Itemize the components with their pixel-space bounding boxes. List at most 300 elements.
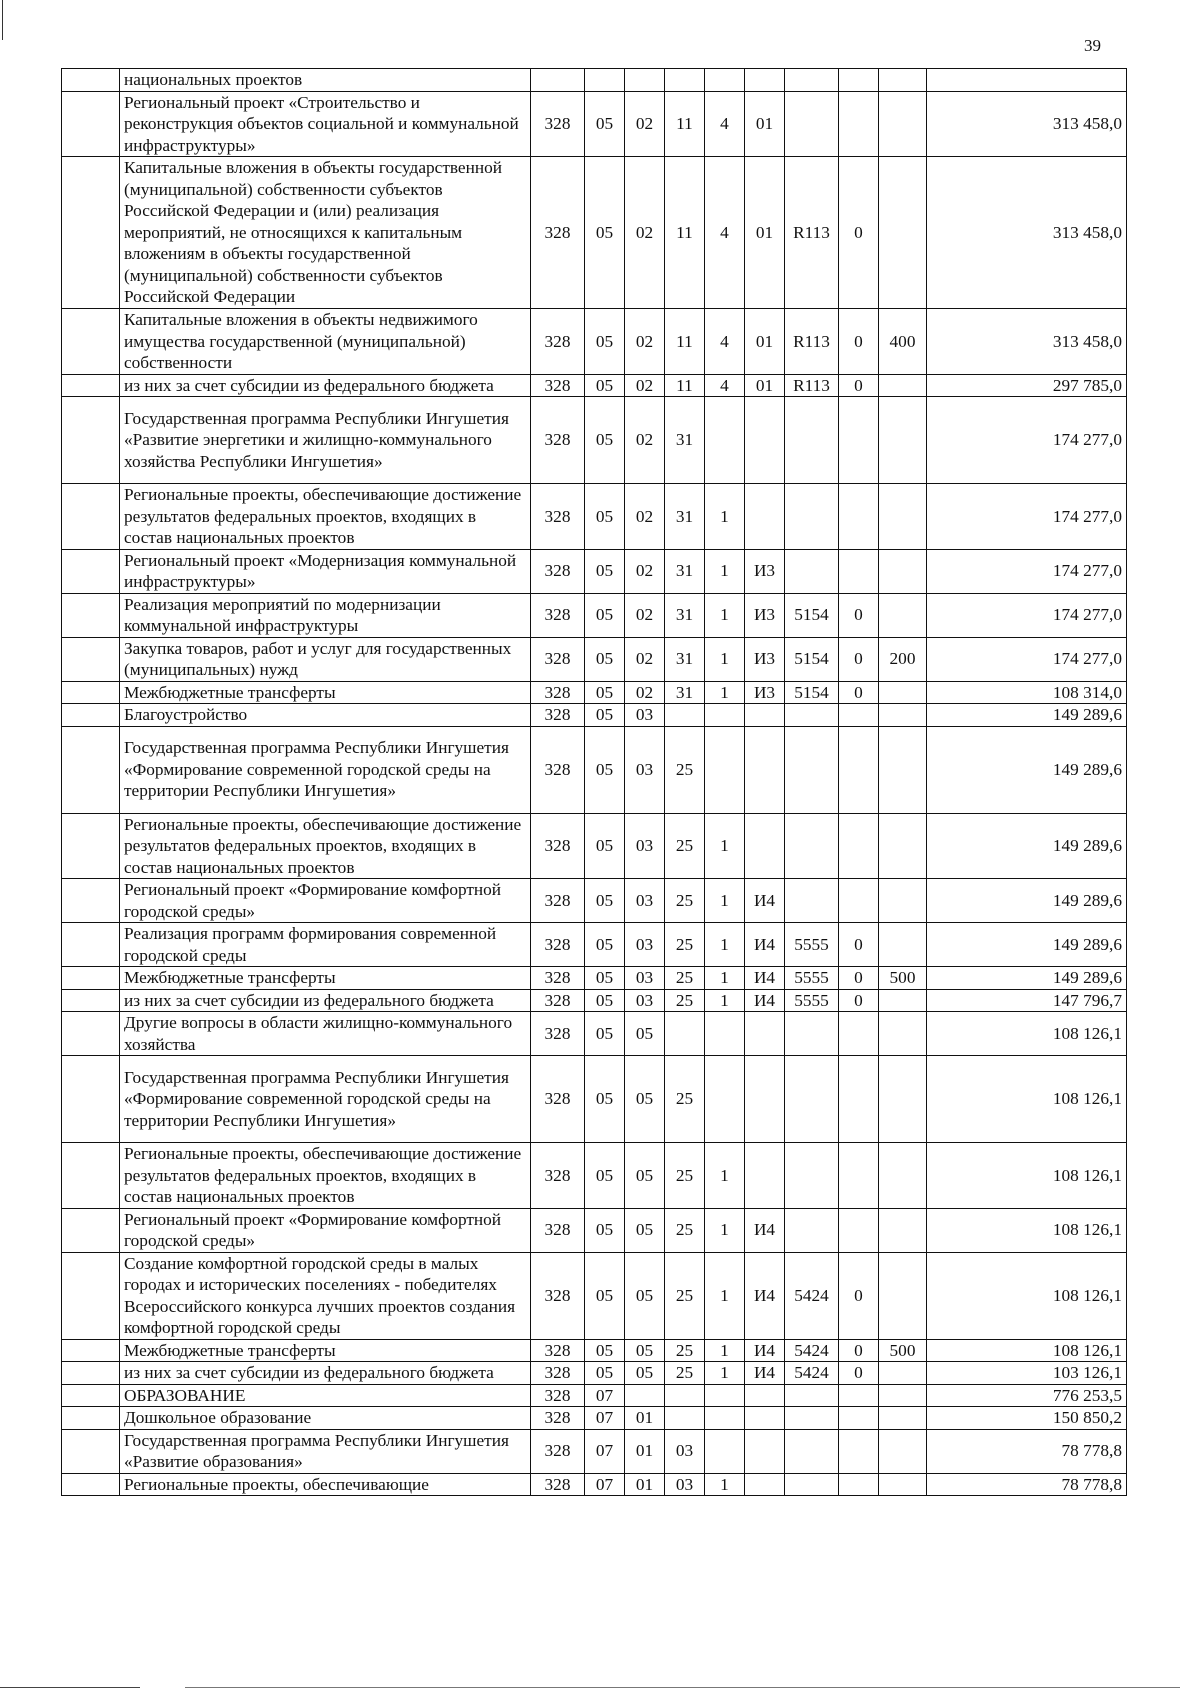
- amount: 78 778,8: [927, 1473, 1127, 1496]
- project-code: [745, 1407, 785, 1430]
- table-row: [62, 879, 1127, 923]
- table-row: [62, 1429, 1127, 1473]
- amount: 78 778,8: [927, 1429, 1127, 1473]
- section-code: 05: [585, 91, 625, 157]
- item-name: Региональные проекты, обеспечивающие: [120, 1473, 531, 1496]
- sub-code: 0: [839, 681, 879, 704]
- grbs-code: 328: [531, 374, 585, 397]
- sub-code: [839, 1208, 879, 1252]
- row-margin-cell: [62, 1384, 120, 1407]
- item-name: Региональный проект «Модернизация коммунальной инфраструктуры»: [120, 549, 531, 593]
- subsection-code: 03: [625, 726, 665, 813]
- grbs-code: 328: [531, 1473, 585, 1496]
- program-code: 31: [665, 549, 705, 593]
- program-code: 25: [665, 967, 705, 990]
- grbs-code: [531, 69, 585, 92]
- direction-code: R113: [785, 374, 839, 397]
- program-code: 31: [665, 484, 705, 550]
- table-row: [62, 637, 1127, 681]
- program-code: 03: [665, 1429, 705, 1473]
- expense-type-code: 500: [879, 1339, 927, 1362]
- table-row: [62, 593, 1127, 637]
- program-type-code: 4: [705, 374, 745, 397]
- program-type-code: [705, 1056, 745, 1143]
- direction-code: [785, 879, 839, 923]
- program-type-code: 4: [705, 309, 745, 375]
- subsection-code: 03: [625, 967, 665, 990]
- program-code: 25: [665, 879, 705, 923]
- subsection-code: 03: [625, 923, 665, 967]
- amount: 174 277,0: [927, 549, 1127, 593]
- budget-table: [61, 68, 1127, 1496]
- program-type-code: [705, 1429, 745, 1473]
- expense-type-code: [879, 923, 927, 967]
- sub-code: [839, 879, 879, 923]
- grbs-code: 328: [531, 923, 585, 967]
- item-name: Государственная программа Республики Ингушетия «Формирование современной городской среды на территории Республики Ингушетия»: [120, 726, 531, 813]
- table-row: [62, 157, 1127, 309]
- direction-code: 5555: [785, 923, 839, 967]
- grbs-code: 328: [531, 989, 585, 1012]
- item-name: ОБРАЗОВАНИЕ: [120, 1384, 531, 1407]
- project-code: [745, 397, 785, 484]
- sub-code: 0: [839, 637, 879, 681]
- program-type-code: 4: [705, 91, 745, 157]
- program-type-code: [705, 1384, 745, 1407]
- program-type-code: [705, 397, 745, 484]
- subsection-code: 01: [625, 1407, 665, 1430]
- sub-code: 0: [839, 593, 879, 637]
- item-name: из них за счет субсидии из федерального бюджета: [120, 989, 531, 1012]
- item-name: Региональный проект «Формирование комфортной городской среды»: [120, 879, 531, 923]
- sub-code: [839, 813, 879, 879]
- amount: 108 126,1: [927, 1143, 1127, 1209]
- program-type-code: 1: [705, 989, 745, 1012]
- amount: 313 458,0: [927, 309, 1127, 375]
- project-code: И4: [745, 1252, 785, 1339]
- row-margin-cell: [62, 1339, 120, 1362]
- table-row: [62, 1143, 1127, 1209]
- table-row: [62, 704, 1127, 727]
- section-code: 05: [585, 484, 625, 550]
- direction-code: [785, 1056, 839, 1143]
- table-row: [62, 813, 1127, 879]
- project-code: И3: [745, 681, 785, 704]
- grbs-code: 328: [531, 681, 585, 704]
- subsection-code: 05: [625, 1252, 665, 1339]
- item-name: Региональный проект «Формирование комфортной городской среды»: [120, 1208, 531, 1252]
- expense-type-code: [879, 593, 927, 637]
- subsection-code: 05: [625, 1208, 665, 1252]
- subsection-code: 02: [625, 484, 665, 550]
- row-margin-cell: [62, 923, 120, 967]
- expense-type-code: [879, 374, 927, 397]
- program-type-code: 1: [705, 549, 745, 593]
- section-code: 05: [585, 1012, 625, 1056]
- expense-type-code: [879, 1362, 927, 1385]
- amount: 297 785,0: [927, 374, 1127, 397]
- project-code: И3: [745, 593, 785, 637]
- grbs-code: 328: [531, 704, 585, 727]
- sub-code: [839, 1473, 879, 1496]
- subsection-code: [625, 1384, 665, 1407]
- project-code: [745, 69, 785, 92]
- program-code: 11: [665, 91, 705, 157]
- sub-code: [839, 704, 879, 727]
- expense-type-code: [879, 1252, 927, 1339]
- expense-type-code: [879, 1056, 927, 1143]
- row-margin-cell: [62, 1362, 120, 1385]
- amount: 149 289,6: [927, 704, 1127, 727]
- sub-code: 0: [839, 989, 879, 1012]
- sub-code: [839, 1012, 879, 1056]
- program-type-code: [705, 1407, 745, 1430]
- section-code: 05: [585, 989, 625, 1012]
- grbs-code: 328: [531, 967, 585, 990]
- grbs-code: 328: [531, 157, 585, 309]
- amount: [927, 69, 1127, 92]
- subsection-code: 02: [625, 91, 665, 157]
- amount: 174 277,0: [927, 593, 1127, 637]
- item-name: Закупка товаров, работ и услуг для государственных (муниципальных) нужд: [120, 637, 531, 681]
- sub-code: 0: [839, 1362, 879, 1385]
- grbs-code: 328: [531, 1208, 585, 1252]
- section-code: 07: [585, 1384, 625, 1407]
- program-type-code: 1: [705, 681, 745, 704]
- subsection-code: 01: [625, 1473, 665, 1496]
- sub-code: [839, 91, 879, 157]
- section-code: 05: [585, 923, 625, 967]
- grbs-code: 328: [531, 1429, 585, 1473]
- section-code: 05: [585, 1208, 625, 1252]
- item-name: Реализация мероприятий по модернизации коммунальной инфраструктуры: [120, 593, 531, 637]
- project-code: [745, 726, 785, 813]
- program-code: [665, 1384, 705, 1407]
- sub-code: [839, 1407, 879, 1430]
- project-code: И4: [745, 1339, 785, 1362]
- row-margin-cell: [62, 637, 120, 681]
- program-code: 25: [665, 1143, 705, 1209]
- amount: 108 126,1: [927, 1056, 1127, 1143]
- project-code: [745, 1473, 785, 1496]
- subsection-code: 02: [625, 549, 665, 593]
- table-row: [62, 1362, 1127, 1385]
- amount: 108 126,1: [927, 1252, 1127, 1339]
- section-code: 05: [585, 967, 625, 990]
- page-number: 39: [1084, 36, 1101, 55]
- subsection-code: [625, 69, 665, 92]
- table-row: [62, 549, 1127, 593]
- row-margin-cell: [62, 157, 120, 309]
- direction-code: 5424: [785, 1339, 839, 1362]
- item-name: Региональные проекты, обеспечивающие достижение результатов федеральных проектов, входящих в состав национальных проектов: [120, 813, 531, 879]
- program-type-code: 1: [705, 879, 745, 923]
- program-type-code: 1: [705, 1143, 745, 1209]
- row-margin-cell: [62, 69, 120, 92]
- program-type-code: [705, 1012, 745, 1056]
- sub-code: [839, 69, 879, 92]
- direction-code: 5154: [785, 681, 839, 704]
- direction-code: 5555: [785, 989, 839, 1012]
- section-code: 05: [585, 1143, 625, 1209]
- direction-code: 5424: [785, 1362, 839, 1385]
- row-margin-cell: [62, 1429, 120, 1473]
- section-code: 05: [585, 637, 625, 681]
- program-code: 11: [665, 374, 705, 397]
- grbs-code: 328: [531, 879, 585, 923]
- project-code: [745, 1012, 785, 1056]
- table-row: [62, 681, 1127, 704]
- program-code: 25: [665, 1208, 705, 1252]
- program-type-code: 1: [705, 637, 745, 681]
- program-type-code: 1: [705, 1362, 745, 1385]
- table-row: [62, 726, 1127, 813]
- table-row: [62, 484, 1127, 550]
- direction-code: [785, 1429, 839, 1473]
- direction-code: [785, 1407, 839, 1430]
- item-name: Межбюджетные трансферты: [120, 1339, 531, 1362]
- expense-type-code: [879, 989, 927, 1012]
- sub-code: [839, 1384, 879, 1407]
- sub-code: 0: [839, 923, 879, 967]
- row-margin-cell: [62, 1407, 120, 1430]
- grbs-code: 328: [531, 1056, 585, 1143]
- row-margin-cell: [62, 967, 120, 990]
- amount: 313 458,0: [927, 157, 1127, 309]
- row-margin-cell: [62, 1056, 120, 1143]
- section-code: 07: [585, 1407, 625, 1430]
- grbs-code: 328: [531, 1339, 585, 1362]
- section-code: 05: [585, 593, 625, 637]
- direction-code: [785, 397, 839, 484]
- direction-code: 5154: [785, 593, 839, 637]
- sub-code: 0: [839, 374, 879, 397]
- expense-type-code: [879, 1012, 927, 1056]
- program-code: 25: [665, 923, 705, 967]
- section-code: 05: [585, 1339, 625, 1362]
- section-code: 05: [585, 157, 625, 309]
- subsection-code: 05: [625, 1339, 665, 1362]
- direction-code: [785, 813, 839, 879]
- expense-type-code: [879, 813, 927, 879]
- sub-code: 0: [839, 309, 879, 375]
- direction-code: [785, 726, 839, 813]
- grbs-code: 328: [531, 309, 585, 375]
- program-code: 31: [665, 593, 705, 637]
- program-code: 25: [665, 726, 705, 813]
- table-row: [62, 309, 1127, 375]
- table-row: [62, 1208, 1127, 1252]
- row-margin-cell: [62, 484, 120, 550]
- subsection-code: 05: [625, 1143, 665, 1209]
- section-code: 05: [585, 1362, 625, 1385]
- expense-type-code: [879, 1208, 927, 1252]
- row-margin-cell: [62, 1012, 120, 1056]
- program-code: [665, 1407, 705, 1430]
- amount: 150 850,2: [927, 1407, 1127, 1430]
- section-code: 07: [585, 1429, 625, 1473]
- subsection-code: 03: [625, 704, 665, 727]
- subsection-code: 05: [625, 1012, 665, 1056]
- project-code: И4: [745, 1362, 785, 1385]
- row-margin-cell: [62, 726, 120, 813]
- item-name: Региональные проекты, обеспечивающие достижение результатов федеральных проектов, входящих в состав национальных проектов: [120, 1143, 531, 1209]
- section-code: [585, 69, 625, 92]
- expense-type-code: [879, 1473, 927, 1496]
- expense-type-code: [879, 69, 927, 92]
- row-margin-cell: [62, 681, 120, 704]
- item-name: Государственная программа Республики Ингушетия «Развитие энергетики и жилищно-коммунального хозяйства Республики Ингушетия»: [120, 397, 531, 484]
- program-type-code: 1: [705, 967, 745, 990]
- item-name: Другие вопросы в области жилищно-коммунального хозяйства: [120, 1012, 531, 1056]
- table-row: [62, 1473, 1127, 1496]
- expense-type-code: [879, 91, 927, 157]
- project-code: 01: [745, 91, 785, 157]
- project-code: [745, 1056, 785, 1143]
- item-name: национальных проектов: [120, 69, 531, 92]
- subsection-code: 02: [625, 374, 665, 397]
- row-margin-cell: [62, 309, 120, 375]
- row-margin-cell: [62, 813, 120, 879]
- project-code: [745, 1143, 785, 1209]
- section-code: 05: [585, 813, 625, 879]
- program-code: 31: [665, 397, 705, 484]
- program-code: 11: [665, 309, 705, 375]
- program-code: [665, 1012, 705, 1056]
- direction-code: [785, 1012, 839, 1056]
- program-type-code: 1: [705, 484, 745, 550]
- subsection-code: 02: [625, 681, 665, 704]
- subsection-code: 03: [625, 989, 665, 1012]
- expense-type-code: 400: [879, 309, 927, 375]
- direction-code: 5555: [785, 967, 839, 990]
- item-name: Государственная программа Республики Ингушетия «Формирование современной городской среды на территории Республики Ингушетия»: [120, 1056, 531, 1143]
- subsection-code: 02: [625, 309, 665, 375]
- program-type-code: 1: [705, 1208, 745, 1252]
- expense-type-code: [879, 1143, 927, 1209]
- section-code: 05: [585, 879, 625, 923]
- sub-code: 0: [839, 967, 879, 990]
- section-code: 05: [585, 374, 625, 397]
- row-margin-cell: [62, 1252, 120, 1339]
- sub-code: [839, 549, 879, 593]
- program-type-code: 4: [705, 157, 745, 309]
- table-row: [62, 69, 1127, 92]
- program-code: 25: [665, 1252, 705, 1339]
- row-margin-cell: [62, 549, 120, 593]
- item-name: Создание комфортной городской среды в малых городах и исторических поселениях - победителях Всероссийского конкурса лучших проектов создания комфортной городской среды: [120, 1252, 531, 1339]
- direction-code: [785, 1473, 839, 1496]
- row-margin-cell: [62, 879, 120, 923]
- direction-code: [785, 704, 839, 727]
- expense-type-code: [879, 549, 927, 593]
- program-type-code: [705, 726, 745, 813]
- program-type-code: [705, 69, 745, 92]
- section-code: 05: [585, 549, 625, 593]
- subsection-code: 02: [625, 397, 665, 484]
- grbs-code: 328: [531, 549, 585, 593]
- expense-type-code: [879, 704, 927, 727]
- item-name: Капитальные вложения в объекты недвижимого имущества государственной (муниципальной) собственности: [120, 309, 531, 375]
- grbs-code: 328: [531, 593, 585, 637]
- amount: 313 458,0: [927, 91, 1127, 157]
- project-code: [745, 1429, 785, 1473]
- grbs-code: 328: [531, 813, 585, 879]
- amount: 776 253,5: [927, 1384, 1127, 1407]
- expense-type-code: [879, 1384, 927, 1407]
- program-code: 31: [665, 637, 705, 681]
- amount: 108 126,1: [927, 1339, 1127, 1362]
- expense-type-code: [879, 1429, 927, 1473]
- table-row: [62, 923, 1127, 967]
- grbs-code: 328: [531, 484, 585, 550]
- project-code: И4: [745, 923, 785, 967]
- project-code: [745, 1384, 785, 1407]
- direction-code: [785, 1384, 839, 1407]
- sub-code: 0: [839, 157, 879, 309]
- direction-code: [785, 549, 839, 593]
- scan-margin-line: [2, 0, 3, 40]
- section-code: 05: [585, 1056, 625, 1143]
- item-name: Государственная программа Республики Ингушетия «Развитие образования»: [120, 1429, 531, 1473]
- table-row: [62, 989, 1127, 1012]
- item-name: Межбюджетные трансферты: [120, 681, 531, 704]
- program-code: 03: [665, 1473, 705, 1496]
- section-code: 07: [585, 1473, 625, 1496]
- grbs-code: 328: [531, 1407, 585, 1430]
- grbs-code: 328: [531, 397, 585, 484]
- item-name: Благоустройство: [120, 704, 531, 727]
- program-code: 31: [665, 681, 705, 704]
- section-code: 05: [585, 726, 625, 813]
- row-margin-cell: [62, 704, 120, 727]
- scan-bottom-line: [185, 1687, 1180, 1688]
- section-code: 05: [585, 681, 625, 704]
- direction-code: [785, 69, 839, 92]
- scan-bottom-line: [0, 1687, 140, 1688]
- program-code: [665, 69, 705, 92]
- amount: 174 277,0: [927, 637, 1127, 681]
- program-code: 25: [665, 1339, 705, 1362]
- program-type-code: [705, 704, 745, 727]
- program-code: 25: [665, 1362, 705, 1385]
- amount: 149 289,6: [927, 813, 1127, 879]
- program-type-code: 1: [705, 813, 745, 879]
- grbs-code: 328: [531, 1362, 585, 1385]
- amount: 103 126,1: [927, 1362, 1127, 1385]
- grbs-code: 328: [531, 1384, 585, 1407]
- direction-code: [785, 484, 839, 550]
- direction-code: R113: [785, 157, 839, 309]
- amount: 108 314,0: [927, 681, 1127, 704]
- sub-code: [839, 1056, 879, 1143]
- grbs-code: 328: [531, 726, 585, 813]
- program-code: 25: [665, 813, 705, 879]
- item-name: Региональные проекты, обеспечивающие достижение результатов федеральных проектов, входящих в состав национальных проектов: [120, 484, 531, 550]
- program-type-code: 1: [705, 1339, 745, 1362]
- item-name: Региональный проект «Строительство и реконструкция объектов социальной и коммунальной инфраструктуры»: [120, 91, 531, 157]
- table-row: [62, 1056, 1127, 1143]
- section-code: 05: [585, 704, 625, 727]
- project-code: И3: [745, 637, 785, 681]
- amount: 108 126,1: [927, 1012, 1127, 1056]
- table-row: [62, 967, 1127, 990]
- subsection-code: 05: [625, 1056, 665, 1143]
- expense-type-code: [879, 157, 927, 309]
- subsection-code: 02: [625, 593, 665, 637]
- project-code: 01: [745, 309, 785, 375]
- grbs-code: 328: [531, 1143, 585, 1209]
